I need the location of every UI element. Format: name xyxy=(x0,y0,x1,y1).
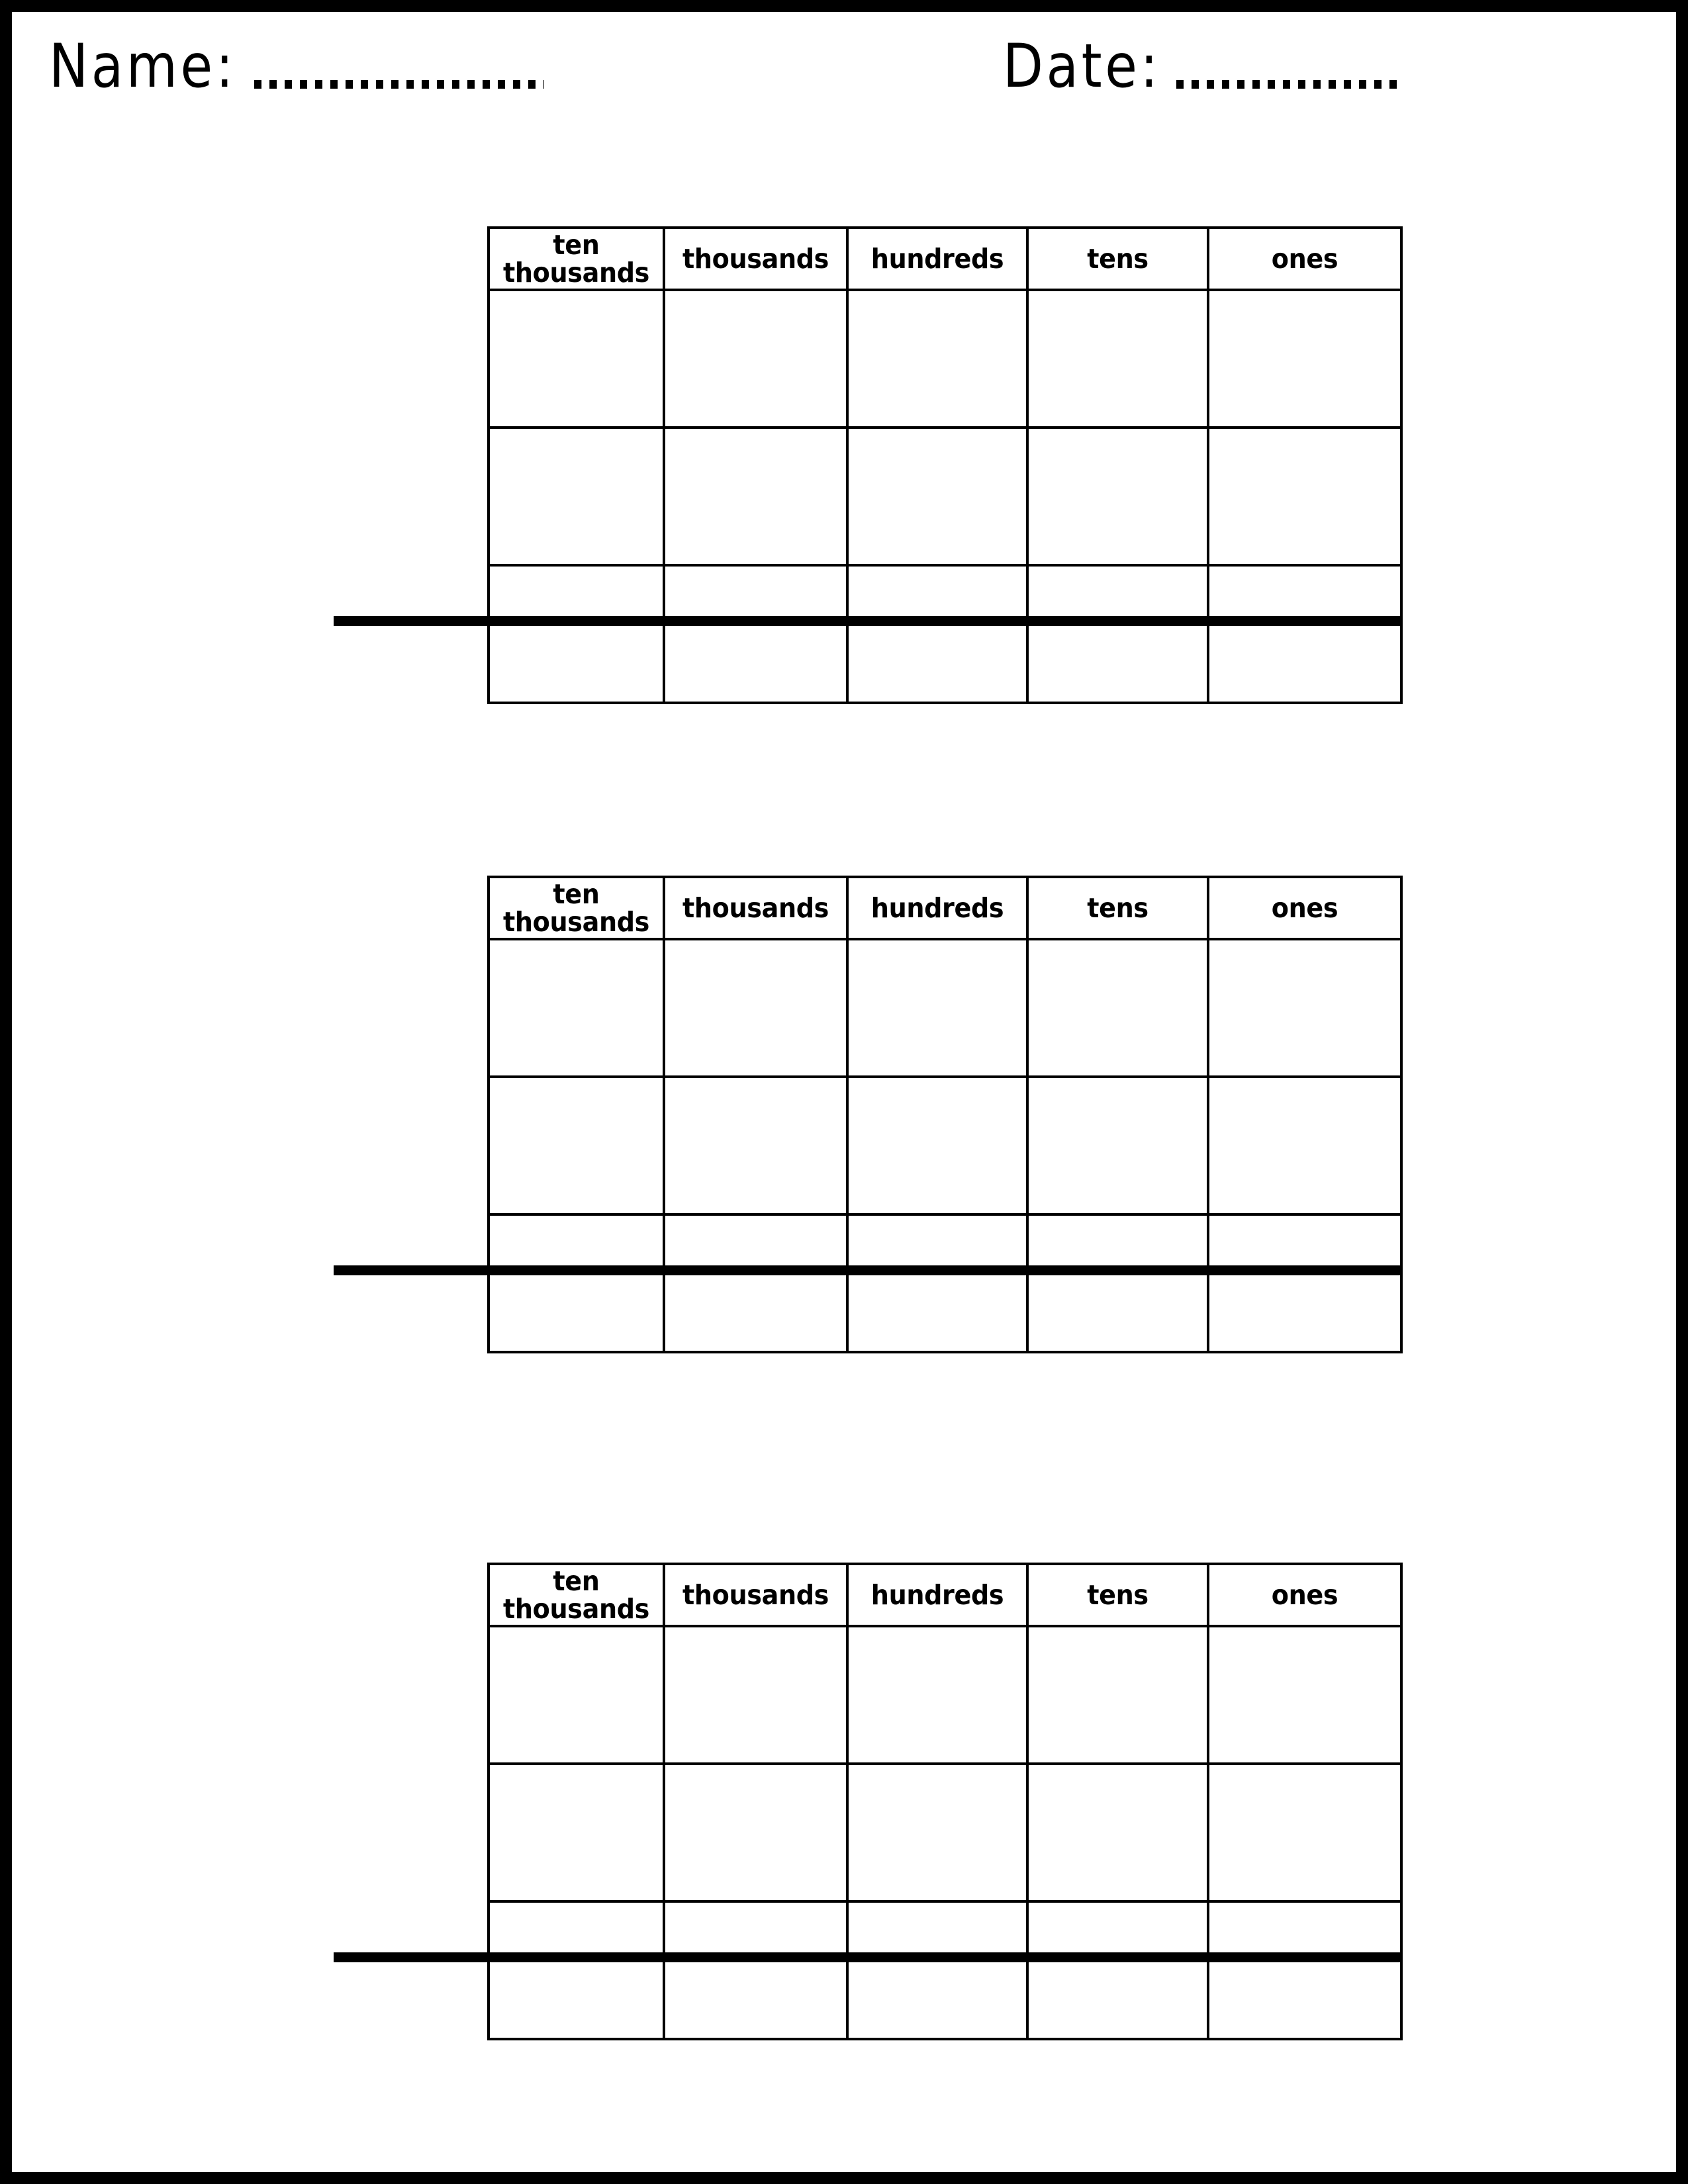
answer-cell[interactable] xyxy=(1027,428,1208,565)
answer-cell[interactable] xyxy=(1208,1626,1401,1764)
answer-cell[interactable] xyxy=(489,1214,664,1352)
answer-cell[interactable] xyxy=(489,1626,664,1764)
answer-cell[interactable] xyxy=(664,290,847,428)
column-header-line-1: ten xyxy=(553,1565,600,1597)
column-header-ten-thousands xyxy=(494,228,657,290)
answer-cell[interactable] xyxy=(1208,1764,1401,1901)
sum-rule xyxy=(334,616,1400,626)
answer-cell[interactable] xyxy=(847,565,1027,703)
column-header-line-2: thousands xyxy=(503,906,649,938)
answer-cell[interactable] xyxy=(489,565,664,703)
column-header-line-1: ten xyxy=(553,228,600,261)
answer-cell[interactable] xyxy=(1027,565,1208,703)
answer-cell[interactable] xyxy=(664,565,847,703)
answer-cell[interactable] xyxy=(664,1214,847,1352)
answer-cell[interactable] xyxy=(1027,1901,1208,2039)
answer-cell[interactable] xyxy=(489,290,664,428)
place-value-header-row xyxy=(489,228,1401,290)
answer-cell[interactable] xyxy=(489,939,664,1077)
answer-cell[interactable] xyxy=(664,939,847,1077)
column-header-line-2: thousands xyxy=(503,1593,649,1625)
table-row xyxy=(489,565,1401,703)
table-row xyxy=(489,1626,1401,1764)
sum-rule xyxy=(334,1952,1400,1962)
answer-cell[interactable] xyxy=(847,428,1027,565)
table-row xyxy=(489,1214,1401,1352)
column-header-hundreds: hundreds xyxy=(854,877,1021,939)
answer-cell[interactable] xyxy=(1208,1077,1401,1214)
place-value-grid xyxy=(487,876,1403,1353)
column-header-hundreds: hundreds xyxy=(854,228,1021,290)
answer-cell[interactable] xyxy=(1027,939,1208,1077)
place-value-chart-3 xyxy=(487,1563,1400,2040)
column-header-tens: tens xyxy=(1034,877,1202,939)
place-value-chart-1 xyxy=(487,226,1400,704)
place-value-chart-2 xyxy=(487,876,1400,1353)
date-write-line[interactable] xyxy=(1176,80,1399,89)
column-header-ones: ones xyxy=(1215,877,1395,939)
answer-cell[interactable] xyxy=(1027,1077,1208,1214)
column-header-ones: ones xyxy=(1215,228,1395,290)
answer-cell[interactable] xyxy=(489,1764,664,1901)
answer-cell[interactable] xyxy=(1208,290,1401,428)
answer-cell[interactable] xyxy=(664,1764,847,1901)
table-row xyxy=(489,1764,1401,1901)
column-header-hundreds: hundreds xyxy=(854,1564,1021,1626)
answer-cell[interactable] xyxy=(1027,1214,1208,1352)
column-header-tens: tens xyxy=(1034,228,1202,290)
answer-cell[interactable] xyxy=(847,1214,1027,1352)
name-field[interactable] xyxy=(49,31,544,102)
column-header-line-2: thousands xyxy=(503,257,649,289)
column-header-thousands: thousands xyxy=(671,1564,841,1626)
answer-cell[interactable] xyxy=(847,290,1027,428)
date-label: Date: xyxy=(1003,31,1161,102)
sum-rule xyxy=(334,1265,1400,1275)
table-row xyxy=(489,1077,1401,1214)
place-value-grid xyxy=(487,226,1403,704)
answer-cell[interactable] xyxy=(1208,1214,1401,1352)
answer-cell[interactable] xyxy=(1027,1626,1208,1764)
column-header-tens: tens xyxy=(1034,1564,1202,1626)
answer-cell[interactable] xyxy=(1208,1901,1401,2039)
answer-cell[interactable] xyxy=(847,1764,1027,1901)
name-write-line[interactable] xyxy=(254,80,544,89)
name-label: Name: xyxy=(49,31,237,102)
answer-cell[interactable] xyxy=(847,1077,1027,1214)
answer-cell[interactable] xyxy=(489,1901,664,2039)
answer-cell[interactable] xyxy=(847,1626,1027,1764)
answer-cell[interactable] xyxy=(664,1626,847,1764)
table-row xyxy=(489,290,1401,428)
column-header-line-1: ten xyxy=(553,878,600,910)
table-row xyxy=(489,939,1401,1077)
table-row xyxy=(489,1901,1401,2039)
date-field[interactable] xyxy=(1003,31,1399,102)
column-header-ten-thousands xyxy=(494,877,657,939)
answer-cell[interactable] xyxy=(1208,428,1401,565)
worksheet-page xyxy=(12,12,1676,2172)
answer-cell[interactable] xyxy=(1027,1764,1208,1901)
answer-cell[interactable] xyxy=(1027,290,1208,428)
answer-cell[interactable] xyxy=(664,1901,847,2039)
place-value-header-row xyxy=(489,877,1401,939)
column-header-ten-thousands xyxy=(494,1564,657,1626)
answer-cell[interactable] xyxy=(489,428,664,565)
answer-cell[interactable] xyxy=(1208,939,1401,1077)
column-header-thousands: thousands xyxy=(671,877,841,939)
answer-cell[interactable] xyxy=(847,1901,1027,2039)
answer-cell[interactable] xyxy=(1208,565,1401,703)
answer-cell[interactable] xyxy=(664,428,847,565)
place-value-grid xyxy=(487,1563,1403,2040)
column-header-thousands: thousands xyxy=(671,228,841,290)
answer-cell[interactable] xyxy=(847,939,1027,1077)
place-value-header-row xyxy=(489,1564,1401,1626)
table-row xyxy=(489,428,1401,565)
answer-cell[interactable] xyxy=(489,1077,664,1214)
column-header-ones: ones xyxy=(1215,1564,1395,1626)
worksheet-header xyxy=(12,31,1676,144)
answer-cell[interactable] xyxy=(664,1077,847,1214)
